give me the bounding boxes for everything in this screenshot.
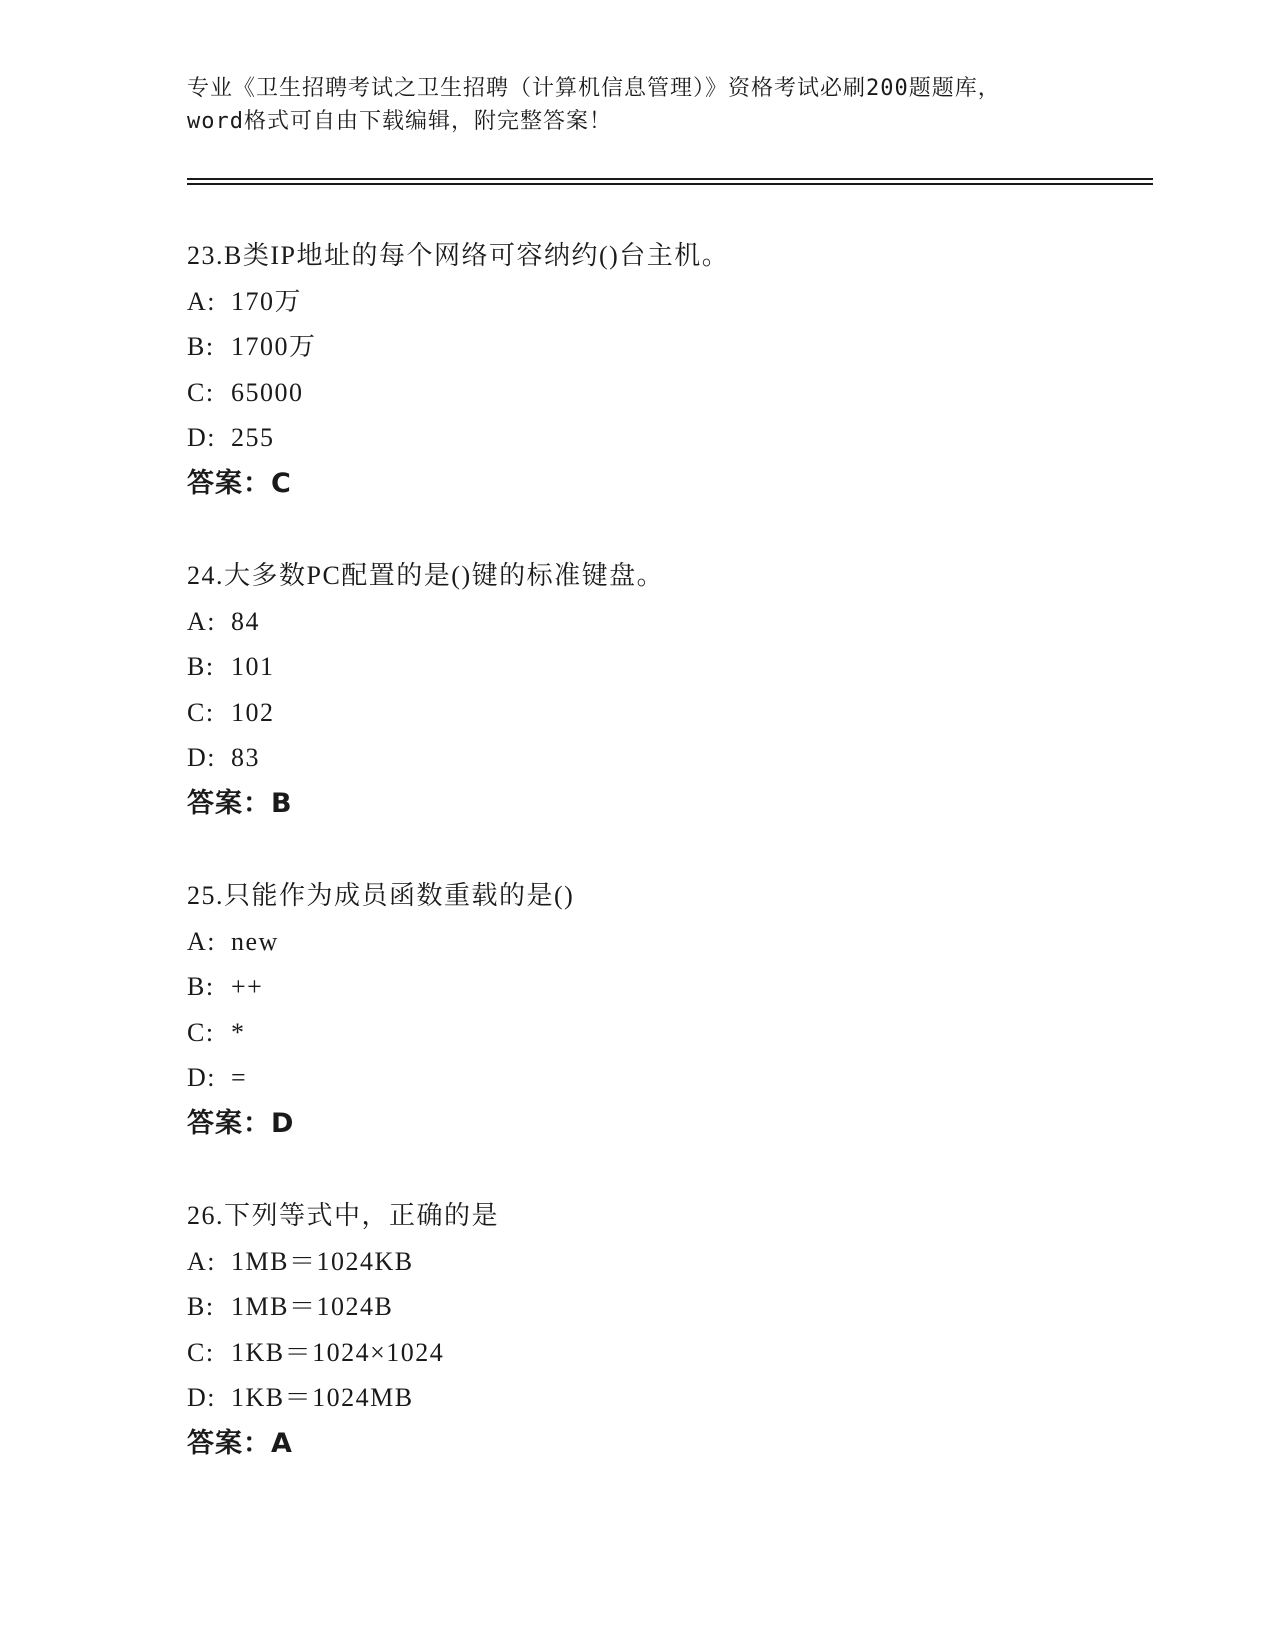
header-line-2: word格式可自由下载编辑，附完整答案！ <box>187 109 612 134</box>
option-letter: A: <box>187 606 216 636</box>
option-text: 1KB＝1024MB <box>231 1383 414 1412</box>
option-text: 1MB＝1024KB <box>231 1246 414 1276</box>
question-list <box>187 233 1147 1513</box>
option-d <box>187 1055 1147 1101</box>
header-divider-bottom <box>187 183 1153 185</box>
question-title: 23.B类IP地址的每个网络可容纳约()台主机。 <box>187 241 730 270</box>
option-text: 170万 <box>231 286 303 316</box>
answer-line: 答案：C <box>187 467 292 499</box>
option-letter: A: <box>187 286 216 316</box>
answer-line: 答案：A <box>187 1427 293 1459</box>
question-title: 25.只能作为成员函数重载的是() <box>187 881 575 910</box>
header-line-1: 专业《卫生招聘考试之卫生招聘（计算机信息管理）》资格考试必刷200题题库， <box>187 76 1001 101</box>
option-letter: C: <box>187 1337 215 1367</box>
option-a <box>187 279 1147 325</box>
option-text: ++ <box>231 972 264 1001</box>
option-letter: A: <box>187 1246 216 1276</box>
option-text: 1700万 <box>231 332 317 361</box>
option-a <box>187 599 1147 645</box>
option-b <box>187 964 1147 1010</box>
option-text: * <box>231 1017 246 1047</box>
option-text: 65000 <box>231 377 304 407</box>
option-letter: A: <box>187 926 216 956</box>
option-d <box>187 415 1147 461</box>
header-divider-top <box>187 178 1153 180</box>
question-title: 24.大多数PC配置的是()键的标准键盘。 <box>187 561 665 590</box>
option-text: 101 <box>231 652 275 681</box>
option-text: = <box>231 1063 248 1092</box>
option-letter: D: <box>187 423 216 452</box>
option-text: 84 <box>231 606 260 636</box>
option-letter: D: <box>187 743 216 772</box>
option-a <box>187 919 1147 965</box>
option-text: new <box>231 926 279 956</box>
option-c <box>187 370 1147 416</box>
option-text: 83 <box>231 743 260 772</box>
option-d <box>187 735 1147 781</box>
answer-line: 答案：D <box>187 1107 295 1139</box>
option-c <box>187 1330 1147 1376</box>
document-header <box>187 72 1087 138</box>
option-letter: C: <box>187 1017 215 1047</box>
option-text: 255 <box>231 423 275 452</box>
option-text: 1KB＝1024×1024 <box>231 1337 445 1367</box>
option-letter: C: <box>187 377 215 407</box>
option-c <box>187 1010 1147 1056</box>
option-letter: C: <box>187 697 215 727</box>
option-b <box>187 324 1147 370</box>
option-letter: B: <box>187 332 215 361</box>
option-b <box>187 644 1147 690</box>
option-text: 102 <box>231 697 275 727</box>
answer-line: 答案：B <box>187 787 293 819</box>
option-text: 1MB＝1024B <box>231 1292 394 1321</box>
option-c <box>187 690 1147 736</box>
question-25 <box>187 873 1147 1193</box>
option-letter: B: <box>187 652 215 681</box>
question-26 <box>187 1193 1147 1513</box>
option-d <box>187 1375 1147 1421</box>
option-letter: D: <box>187 1063 216 1092</box>
question-title: 26.下列等式中，正确的是 <box>187 1201 500 1230</box>
option-letter: D: <box>187 1383 216 1412</box>
question-24 <box>187 553 1147 873</box>
option-b <box>187 1284 1147 1330</box>
option-letter: B: <box>187 1292 215 1321</box>
option-a <box>187 1239 1147 1285</box>
question-23 <box>187 233 1147 553</box>
option-letter: B: <box>187 972 215 1001</box>
